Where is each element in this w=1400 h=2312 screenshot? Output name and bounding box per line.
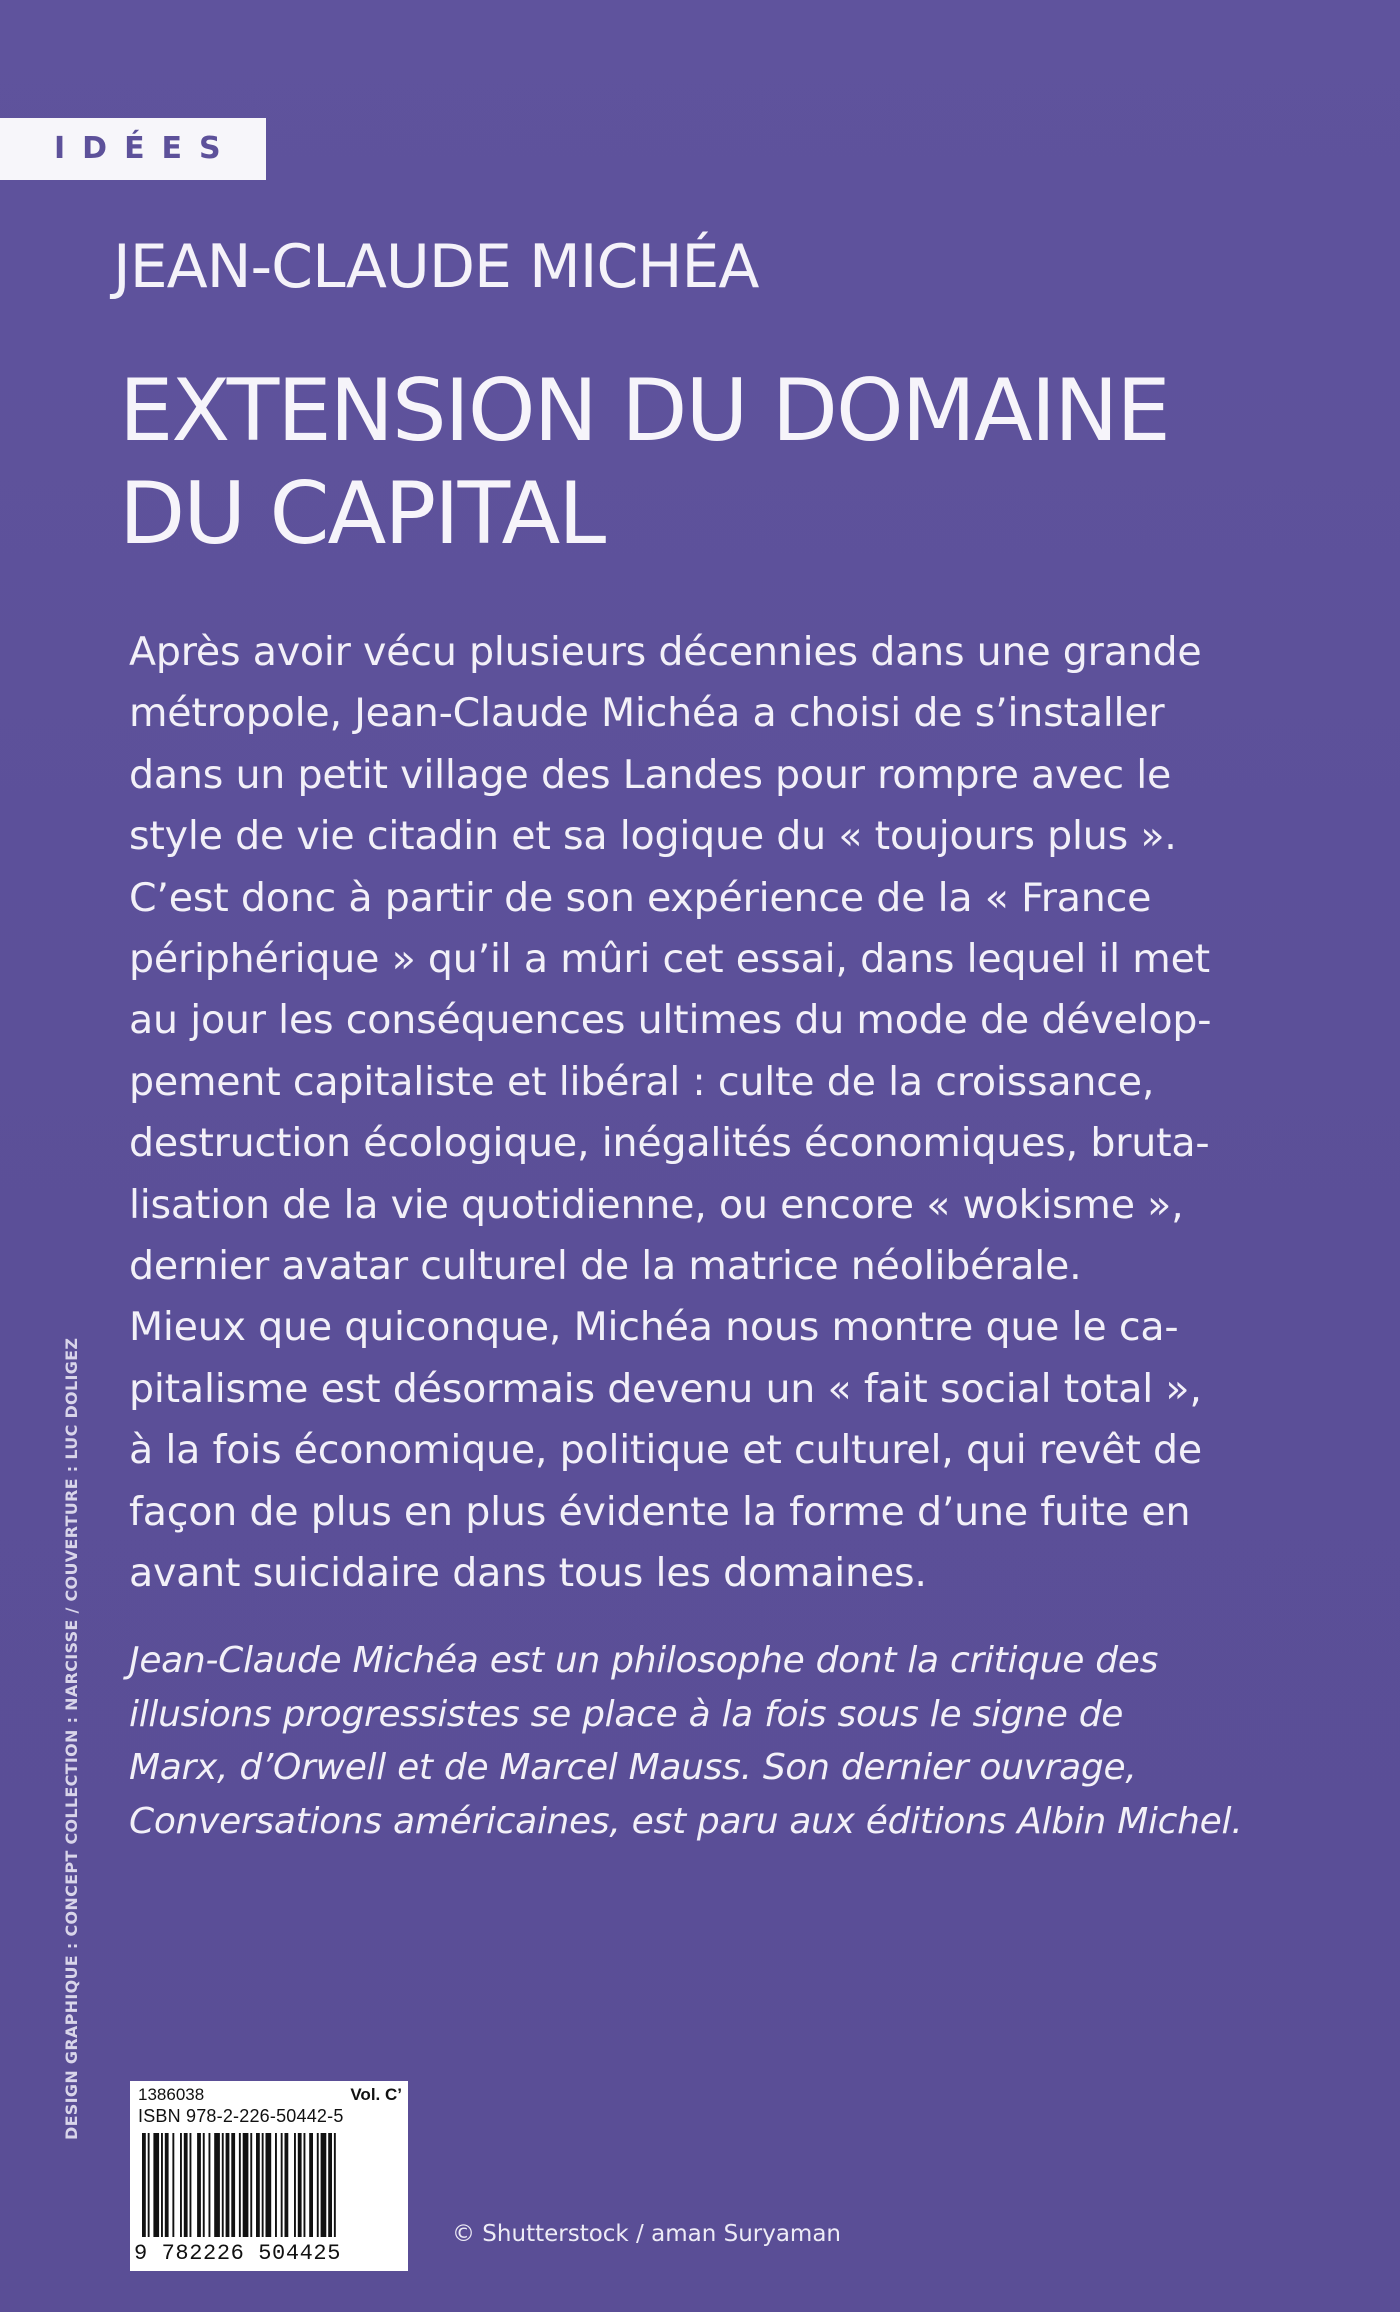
barcode-stripe [203, 2133, 205, 2237]
bio-line: Conversations américaines, est paru aux éditions Albin Michel. [129, 1800, 1243, 1842]
blurb-line: dernier avatar culturel de la matrice néolibérale. [129, 1243, 1082, 1290]
blurb-line: pement capitaliste et libéral : culte de la croissance, [129, 1058, 1155, 1105]
bio-line: illusions progressistes se place à la fois sous le signe de [129, 1693, 1124, 1735]
bio-line: Jean-Claude Michéa est un philosophe dont la critique des [129, 1640, 1159, 1681]
photo-credit: © Shutterstock / aman Suryaman [452, 2221, 842, 2247]
blurb-line: périphérique » qu’il a mûri cet essai, dans lequel il met [129, 936, 1210, 983]
isbn: ISBN 978-2-226-50442-5 [138, 2106, 344, 2126]
book-blurb [129, 622, 1289, 1605]
barcode-stripe [281, 2133, 283, 2237]
barcode-stripe [328, 2133, 332, 2237]
blurb-line: destruction écologique, inégalités économiques, bruta- [129, 1120, 1210, 1167]
barcode-stripe [197, 2133, 201, 2237]
design-credits: DESIGN GRAPHIQUE : CONCEPT COLLECTION : NARCISSE / COUVERTURE : LUC DOLIGEZ [62, 1337, 81, 2140]
barcode-stripe [161, 2133, 163, 2237]
collection-label: IDÉES [0, 118, 266, 180]
blurb-line: au jour les conséquences ultimes du mode de dévelop- [129, 997, 1212, 1044]
barcode-stripe [190, 2133, 192, 2237]
blurb-line: style de vie citadin et sa logique du « toujours plus ». [129, 813, 1177, 860]
barcode-stripe [321, 2133, 327, 2237]
barcode-stripe [148, 2133, 150, 2237]
barcode-stripe [317, 2133, 319, 2237]
blurb-line: lisation de la vie quotidienne, ou encore « wokisme », [129, 1181, 1184, 1228]
barcode-stripe [165, 2133, 169, 2237]
barcode-stripe [334, 2133, 336, 2237]
author-bio [129, 1634, 1289, 1848]
barcode-stripe [309, 2133, 313, 2237]
barcode-stripe [222, 2133, 224, 2237]
barcode-stripe [142, 2133, 146, 2237]
barcode-stripe [180, 2133, 182, 2237]
barcode-stripe [153, 2133, 159, 2237]
barcode-stripe [184, 2133, 188, 2237]
title-line: EXTENSION DU DOMAINE [119, 361, 1169, 461]
barcode-stripe [285, 2133, 289, 2237]
barcode-stripe [250, 2133, 252, 2237]
barcode-stripe [231, 2133, 235, 2237]
blurb-line: Après avoir vécu plusieurs décennies dans une grande [129, 629, 1202, 675]
author-name: JEAN-CLAUDE MICHÉA [113, 232, 759, 302]
blurb-line: métropole, Jean-Claude Michéa a choisi de s’installer [129, 690, 1165, 737]
blurb-line: pitalisme est désormais devenu un « fait social total », [129, 1365, 1202, 1412]
barcode-stripe [214, 2133, 220, 2237]
barcode-stripe [298, 2133, 302, 2237]
barcode-stripe [275, 2133, 277, 2237]
bio-line: Marx, d’Orwell et de Marcel Mauss. Son dernier ouvrage, [129, 1747, 1137, 1788]
barcode-stripe [262, 2133, 264, 2237]
barcode-stripe [226, 2133, 230, 2237]
book-title [119, 360, 1339, 566]
blurb-line: Mieux que quiconque, Michéa nous montre que le ca- [129, 1304, 1179, 1351]
barcode-stripe [172, 2133, 174, 2237]
barcode-stripe [209, 2133, 211, 2237]
blurb-line: façon de plus en plus évidente la forme d’une fuite en [129, 1488, 1191, 1535]
barcode-stripe [243, 2133, 249, 2237]
blurb-line: avant suicidaire dans tous les domaines. [129, 1550, 927, 1597]
blurb-line: dans un petit village des Landes pour rompre avec le [129, 751, 1172, 798]
barcode-stripe [304, 2133, 306, 2237]
product-code: 1386038 [138, 2085, 205, 2104]
barcode-label [130, 2081, 408, 2271]
barcode-stripe [256, 2133, 260, 2237]
blurb-line: à la fois économique, politique et culturel, qui revêt de [129, 1427, 1203, 1474]
barcode-digits: 9 782226 504425 [134, 2241, 342, 2266]
barcode-stripe [239, 2133, 241, 2237]
blurb-line: C’est donc à partir de son expérience de la « France [129, 874, 1152, 921]
barcode-stripe [294, 2133, 296, 2237]
title-line: DU CAPITAL [119, 464, 605, 564]
volume-label: Vol. C’ [350, 2085, 402, 2104]
barcode-bars [140, 2133, 398, 2237]
barcode-stripe [266, 2133, 272, 2237]
